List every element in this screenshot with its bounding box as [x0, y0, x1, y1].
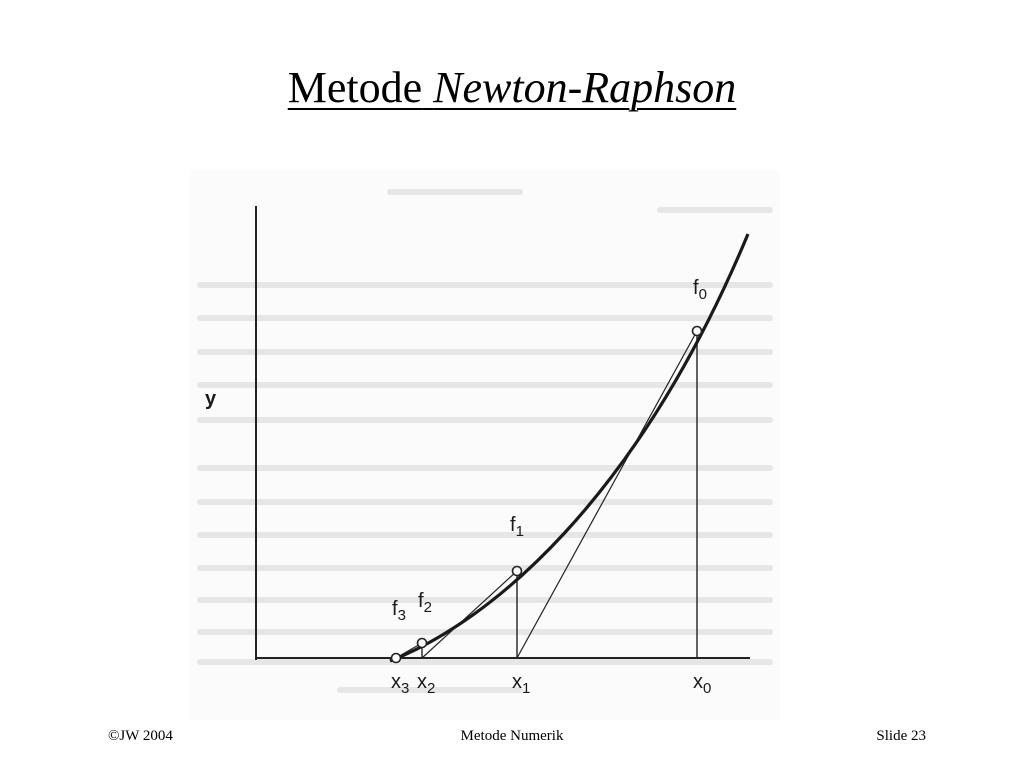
- figure-svg: [190, 170, 780, 720]
- label-x3-sub: 3: [401, 680, 410, 697]
- label-f0-base: f: [693, 277, 699, 299]
- title-italic: Newton-Raphson: [433, 63, 737, 112]
- label-x0: [693, 671, 711, 697]
- label-x0-base: x: [693, 671, 703, 693]
- slide-title-underlined: [288, 63, 737, 112]
- scan-background-lines: [200, 192, 770, 690]
- label-f0-sub: 0: [698, 286, 707, 303]
- slide-title: [0, 62, 1024, 114]
- label-x2-base: x: [417, 671, 427, 693]
- tangent-line-f1: [422, 571, 517, 658]
- label-f3-sub: 3: [397, 607, 406, 624]
- point-f2: [418, 639, 427, 648]
- label-x1: [512, 671, 530, 697]
- point-f0: [693, 327, 702, 336]
- label-x0-sub: 0: [703, 680, 712, 697]
- point-f3: [392, 654, 401, 663]
- label-x3-base: x: [391, 671, 401, 693]
- label-x3: [391, 671, 409, 697]
- tangent-line-f0: [517, 331, 697, 658]
- label-f2-sub: 2: [423, 599, 432, 616]
- label-f0: [693, 277, 707, 303]
- label-f1-sub: 1: [515, 523, 524, 540]
- label-x2-sub: 2: [427, 680, 436, 697]
- footer-copyright: ©JW 2004: [108, 728, 173, 744]
- footer-slide-number: Slide 23: [876, 728, 926, 744]
- label-f2: [418, 590, 432, 616]
- newton-raphson-figure: [190, 170, 780, 720]
- label-f2-base: f: [418, 590, 424, 612]
- label-f3-base: f: [392, 598, 398, 620]
- title-plain: Metode: [287, 63, 423, 112]
- label-x1-sub: 1: [522, 680, 531, 697]
- footer-course-name: Metode Numerik: [460, 728, 564, 744]
- point-f1: [513, 567, 522, 576]
- label-x2: [417, 671, 435, 697]
- label-x1-base: x: [512, 671, 522, 693]
- y-axis-label: y: [205, 388, 217, 410]
- label-f1-base: f: [510, 514, 516, 536]
